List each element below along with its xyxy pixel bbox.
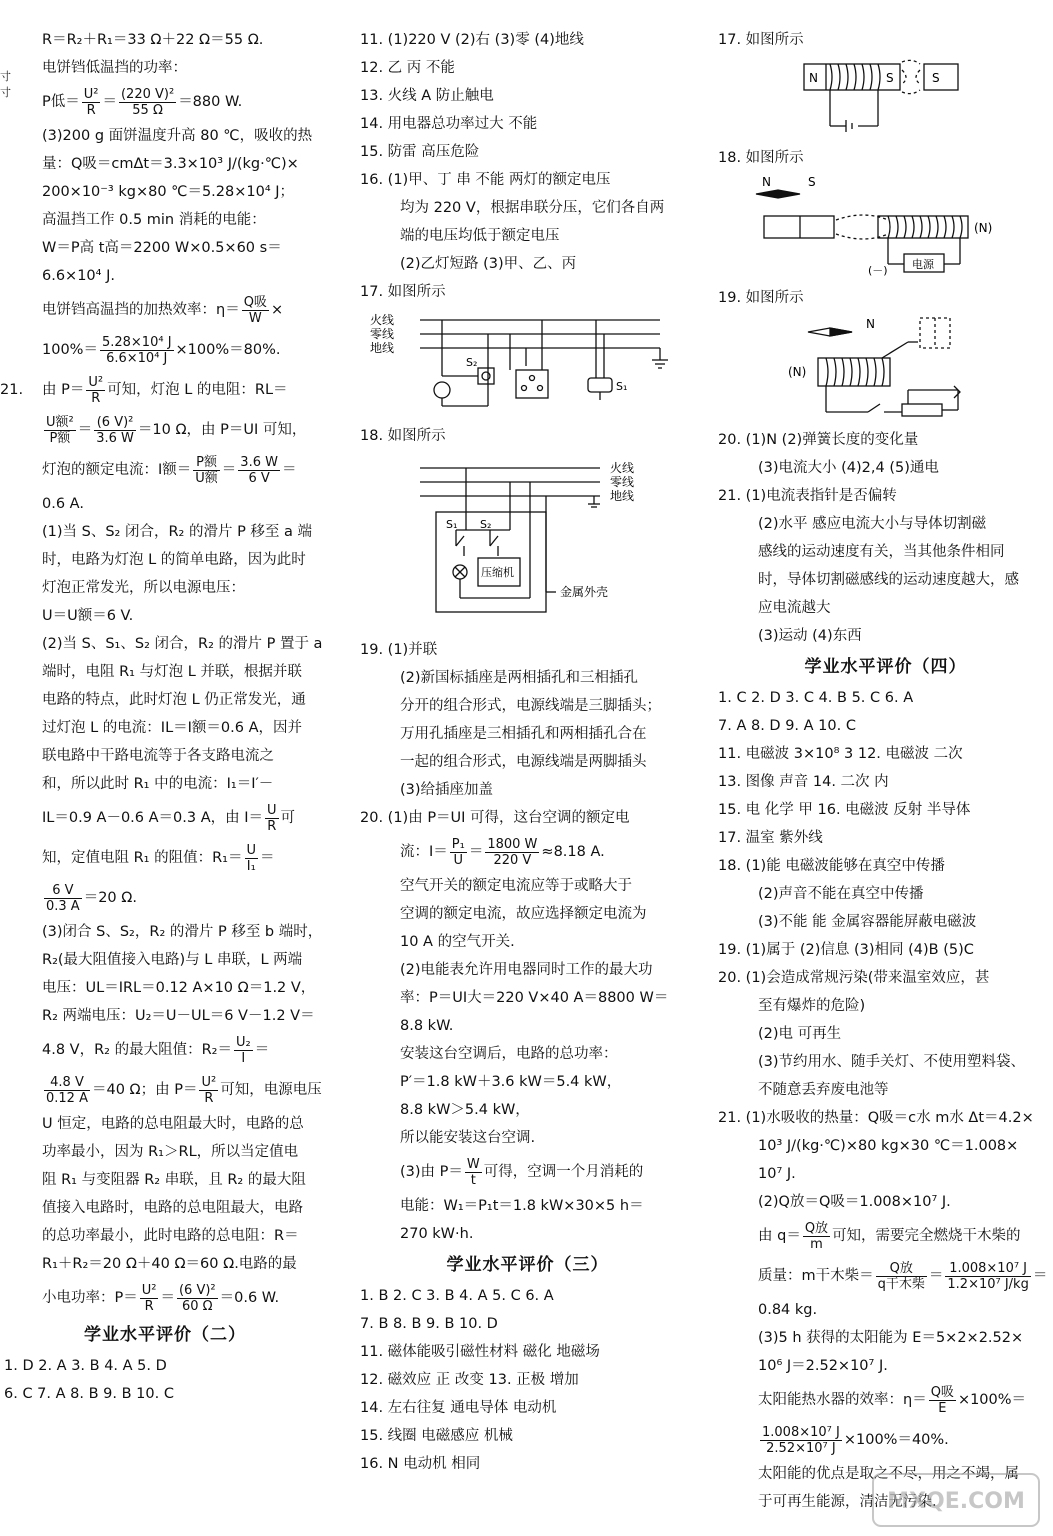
text-line: 端时，电阻 R₁ 与灯泡 L 并联，根据并联 <box>42 664 302 680</box>
text-line: 18. 如图所示 <box>718 150 804 166</box>
fraction <box>234 1035 253 1066</box>
text-line: (2)电能表允许用电器同时工作的最大功 <box>400 962 653 978</box>
numerator: P₁ <box>451 836 465 852</box>
fraction <box>245 843 259 874</box>
answer-line: 11. 电磁波 3×10⁸ 3 12. 电磁波 二次 <box>718 746 963 762</box>
text-line: 20. (1)N (2)弹簧长度的变化量 <box>718 432 919 448</box>
text-line: 11. (1)220 V (2)右 (3)零 (4)地线 <box>360 32 584 48</box>
numerator: Q放 <box>804 1220 829 1236</box>
denominator: 2.52×10⁷ J <box>766 1440 836 1456</box>
formula-text: × <box>270 302 284 318</box>
answer-line: 于可再生能源，清洁无污染. <box>758 1494 937 1510</box>
column-left <box>0 26 330 1408</box>
text-line: 时，导体切割磁感线的运动速度越大，感 <box>758 572 1019 588</box>
numerator: U² <box>88 374 104 390</box>
text-line: 值接入电路时，电路的总电阻最大，电路 <box>42 1200 303 1216</box>
formula-line <box>0 1070 330 1110</box>
formula-text: 由 q＝ <box>758 1228 801 1244</box>
formula-text: ＝40 Ω；由 P＝ <box>91 1082 198 1098</box>
text-line: 一起的组合形式，电源线端是两脚插头 <box>400 754 647 770</box>
formula-text: 可 <box>280 810 296 826</box>
fraction <box>193 455 220 486</box>
text-line: 空气开关的额定电流应等于或略大于 <box>400 878 632 894</box>
denominator: 6.6×10⁴ J <box>106 350 168 366</box>
margin-mark: 寸 <box>0 86 11 99</box>
formula-line <box>0 838 330 878</box>
text-line: 0.6 A. <box>42 496 84 512</box>
formula-text: 知，定值电阻 R₁ 的阻值：R₁＝ <box>42 850 243 866</box>
numerator: 6 V <box>44 883 82 899</box>
denominator: 3.6 W <box>96 430 134 446</box>
question-number: 21. <box>0 382 24 398</box>
text-line: 应电流越大 <box>758 600 831 616</box>
numerator: 1.008×10⁷ J <box>945 1261 1030 1277</box>
formula-line <box>0 290 330 330</box>
denominator: 55 Ω <box>132 102 163 118</box>
label-s: S <box>808 175 816 189</box>
label-compressor: 压缩机 <box>481 566 514 579</box>
fraction <box>465 1157 482 1188</box>
numerator: U额² <box>46 414 74 430</box>
fraction <box>876 1261 927 1292</box>
answer-line: 10³ J/(kg·℃)×80 kg×30 ℃＝1.008× <box>758 1138 1019 1154</box>
label-n: N <box>762 175 771 189</box>
text-line: (2)当 S、S₁、S₂ 闭合，R₂ 的滑片 P 置于 a <box>42 636 323 652</box>
answer-line: 13. 图像 声音 14. 二次 内 <box>718 774 889 790</box>
text-line: 电能：W₁＝P₁t＝1.8 kW×30×5 h＝ <box>400 1198 644 1214</box>
fraction <box>485 837 539 868</box>
formula-text: ＝ <box>928 1268 944 1284</box>
fraction <box>265 803 279 834</box>
text-line: U＝U额＝6 V. <box>42 608 134 624</box>
answer-line: (3)不能 能 金属容器能屏蔽电磁波 <box>758 914 977 930</box>
text-line: 8.8 kW. <box>400 1018 454 1034</box>
text-line: 电饼铛低温挡的功率： <box>42 60 187 76</box>
fraction <box>238 455 280 486</box>
text-line: (1)当 S、S₂ 闭合，R₂ 的滑片 P 移至 a 端 <box>42 524 313 540</box>
text-line: 量：Q吸＝cmΔt＝3.3×10³ J/(kg·℃)× <box>42 156 299 172</box>
formula-text: ＝ <box>221 462 237 478</box>
denominator: I₁ <box>246 858 256 874</box>
denominator: 6 V <box>248 470 270 486</box>
label-power-source: 电源 <box>912 258 934 271</box>
text-line: 15. 防雷 高压危险 <box>360 144 480 160</box>
answer-line: (2)声音不能在真空中传播 <box>758 886 924 902</box>
text-line: (3)闭合 S、S₂，R₂ 的滑片 P 移至 b 端时， <box>42 924 323 940</box>
section-heading: 学业水平评价（三） <box>446 1255 609 1275</box>
denominator: 0.12 A <box>46 1090 88 1106</box>
numerator: Q放 <box>876 1261 927 1277</box>
text-line: (2)水平 感应电流大小与导体切割磁 <box>758 516 987 532</box>
fraction <box>177 1283 218 1314</box>
formula-text: ＝ <box>102 94 117 110</box>
formula-text: ×100%＝40%. <box>843 1432 949 1448</box>
answer-line: 20. (1)会造成常规污染(带来温室效应，甚 <box>718 970 990 986</box>
answer-line: 15. 线圈 电磁感应 机械 <box>360 1428 513 1444</box>
text-line: 安装这台空调后，电路的总功率： <box>400 1046 618 1062</box>
numerator: U² <box>141 1282 157 1298</box>
denominator: R <box>204 1090 214 1106</box>
fraction <box>760 1425 842 1456</box>
watermark-logo <box>871 1472 1041 1528</box>
numerator: U² <box>83 86 99 102</box>
answer-line: 15. 电 化学 甲 16. 电磁波 反射 半导体 <box>718 802 971 818</box>
text-line: R₂(最大阻值接入电路)与 L 串联，L 两端 <box>42 952 303 968</box>
formula-text: 可知，需要完全燃烧干木柴的 <box>832 1228 1021 1244</box>
text-line: (2)新国标插座是两相插孔和三相插孔 <box>400 670 639 686</box>
text-line: 18. 如图所示 <box>360 428 446 444</box>
label-neutral-wire: 零线 <box>610 475 635 489</box>
answer-line: (3)节约用水、随手关灯、不使用塑料袋、 <box>758 1054 1026 1070</box>
denominator: P额 <box>49 430 71 446</box>
fraction <box>450 837 467 868</box>
answer-line: 19. (1)属于 (2)信息 (3)相同 (4)B (5)C <box>718 942 974 958</box>
label-n-paren: (N) <box>788 365 807 379</box>
denominator: R <box>86 102 96 118</box>
text-line: 万用孔插座是三相插孔和两相插孔合在 <box>400 726 647 742</box>
formula-text: 质量：m干木柴＝ <box>758 1268 874 1284</box>
formula-text: ≈8.18 A. <box>541 844 605 860</box>
formula-text: (3)由 P＝ <box>400 1164 463 1180</box>
formula-line <box>0 82 330 122</box>
text-line: 功率最小，因为 R₁＞RL，所以当定值电 <box>42 1144 299 1160</box>
text-line: 阻 R₁ 与变阻器 R₂ 串联，且 R₂ 的最大阻 <box>42 1172 306 1188</box>
answer-line: 14. 左右往复 通电导体 电动机 <box>360 1400 557 1416</box>
text-line: 10 A 的空气开关. <box>400 934 515 950</box>
watermark-text: MXQE.COM <box>887 1489 1025 1514</box>
denominator: U <box>453 852 464 868</box>
formula-line <box>0 1030 330 1070</box>
answer-line: 1. D 2. A 3. B 4. A 5. D <box>4 1358 167 1374</box>
numerator: (220 V)² <box>120 86 175 102</box>
formula-line <box>0 330 330 370</box>
text-line: 21. (1)电流表指针是否偏转 <box>718 488 897 504</box>
denominator: W <box>248 310 262 326</box>
answer-line: 11. 磁体能吸引磁性材料 磁化 地磁场 <box>360 1344 600 1360</box>
text-line: (3)200 g 面饼温度升高 80 ℃，吸收的热 <box>42 128 313 144</box>
formula-text: ＝ <box>160 1290 175 1306</box>
text-line: 联电路中干路电流等于各支路电流之 <box>42 748 274 764</box>
label-ground-wire: 地线 <box>610 489 635 503</box>
numerator: 3.6 W <box>240 454 278 470</box>
text-line: 空调的额定电流，故应选择额定电流为 <box>400 906 647 922</box>
denominator: 220 V <box>493 852 532 868</box>
numerator: Q吸 <box>243 294 267 310</box>
formula-text: ＝ <box>281 462 297 478</box>
column-middle <box>360 26 695 1478</box>
text-line: 16. (1)甲、丁 串 不能 两灯的额定电压 <box>360 172 611 188</box>
text-line: 17. 如图所示 <box>718 32 804 48</box>
text-line: R₁＋R₂＝20 Ω＋40 Ω＝60 Ω.电路的最 <box>42 1256 297 1272</box>
formula-line <box>0 370 330 410</box>
denominator: R <box>91 390 101 406</box>
household-circuit-diagram-17 <box>360 308 690 418</box>
text-line: 200×10⁻³ kg×80 ℃＝5.28×10⁴ J； <box>42 184 295 200</box>
text-line: 270 kW·h. <box>400 1226 474 1242</box>
text-line: (2)乙灯短路 (3)甲、乙、丙 <box>400 256 577 272</box>
numerator: U₂ <box>235 1034 251 1050</box>
formula-line <box>0 410 330 450</box>
formula-line <box>0 878 330 918</box>
formula-text: ＝ <box>260 850 275 866</box>
text-line: 端的电压均低于额定电压 <box>400 228 560 244</box>
text-line: 电路的特点，此时灯泡 L 仍正常发光，通 <box>42 692 306 708</box>
denominator: I <box>241 1050 246 1066</box>
fraction <box>140 1283 159 1314</box>
text-line: 时，电路为灯泡 L 的简单电路，因为此时 <box>42 552 306 568</box>
text-line: 过灯泡 L 的电流：IL＝I额＝0.6 A，因并 <box>42 720 303 736</box>
denominator: t <box>470 1172 476 1188</box>
formula-text: ＝ <box>77 422 93 438</box>
numerator: U² <box>201 1074 217 1090</box>
text-line: 电压：UL＝IRL＝0.12 A×10 Ω＝1.2 V， <box>42 980 316 996</box>
answer-line: 至有爆炸的危险) <box>758 998 866 1014</box>
answer-line: 18. (1)能 电磁波能够在真空中传播 <box>718 858 945 874</box>
answer-line: 17. 温室 紫外线 <box>718 830 823 846</box>
formula-text: ×100%＝80%. <box>175 342 281 358</box>
answer-line: 10⁷ J. <box>758 1166 796 1182</box>
denominator: R <box>267 818 277 834</box>
numerator: U <box>267 802 277 818</box>
electromagnet-switch-diagram-19 <box>718 314 1048 422</box>
formula-line <box>718 1216 1053 1256</box>
formula-text: 可得，空调一个月消耗的 <box>483 1164 644 1180</box>
fraction <box>929 1385 956 1416</box>
label-switch-s2: S₂ <box>480 518 492 531</box>
margin-mark: 寸 <box>0 70 11 83</box>
answer-line: 7. A 8. D 9. A 10. C <box>718 718 856 734</box>
text-line: 19. 如图所示 <box>718 290 804 306</box>
answer-line: (2)Q放＝Q吸＝1.008×10⁷ J. <box>758 1194 951 1210</box>
fraction <box>94 415 136 446</box>
text-line: R₂ 两端电压：U₂＝U－UL＝6 V－1.2 V＝ <box>42 1008 315 1024</box>
formula-text: ×100%＝ <box>957 1392 1027 1408</box>
answer-line: 21. (1)水吸收的热量：Q吸＝c水 m水 Δt＝4.2× <box>718 1110 1034 1126</box>
formula-line <box>718 1420 1053 1460</box>
formula-text: ＝ <box>254 1042 270 1058</box>
label-switch-s1: S₁ <box>446 518 458 531</box>
formula-text: ＝20 Ω. <box>83 890 137 906</box>
formula-text: IL＝0.9 A－0.6 A＝0.3 A，由 I＝ <box>42 810 264 826</box>
text-line: 17. 如图所示 <box>360 284 446 300</box>
formula-text: 太阳能热水器的效率：η＝ <box>758 1392 927 1408</box>
text-line: 率：P＝UI大＝220 V×40 A＝8800 W＝ <box>400 990 669 1006</box>
answer-line: 10⁶ J＝2.52×10⁷ J. <box>758 1358 888 1374</box>
text-line: P′＝1.8 kW＋3.6 kW＝5.4 kW， <box>400 1074 622 1090</box>
denominator: R <box>144 1298 154 1314</box>
denominator: q干木柴 <box>877 1276 925 1292</box>
text-line: 13. 火线 A 防止触电 <box>360 88 494 104</box>
formula-text: 可知，灯泡 L 的电阻：RL＝ <box>107 382 288 398</box>
formula-text: P低＝ <box>42 94 80 110</box>
fraction <box>199 1075 218 1106</box>
formula-text: 流：I＝ <box>400 844 448 860</box>
text-line: (3)电流大小 (4)2,4 (5)通电 <box>758 460 939 476</box>
numerator: U <box>246 842 257 858</box>
answer-line: 0.84 kg. <box>758 1302 818 1318</box>
formula-line <box>360 832 695 872</box>
numerator: Q吸 <box>930 1384 954 1400</box>
text-line: 感线的运动速度有关，当其他条件相同 <box>758 544 1005 560</box>
text-line: W＝P高 t高＝2200 W×0.5×60 s＝ <box>42 240 282 256</box>
formula-line <box>0 450 330 490</box>
formula-text: ＝ <box>1032 1268 1048 1284</box>
label-metal-shell: 金属外壳 <box>560 585 609 599</box>
text-line: 的总功率最小，此时电路的总电阻：R＝ <box>42 1228 299 1244</box>
formula-text: 100%＝ <box>42 342 98 358</box>
text-line: 分开的组合形式，电源线端是三脚插头； <box>400 698 661 714</box>
numerator: W <box>466 1156 480 1172</box>
fraction <box>242 295 269 326</box>
text-line: 12. 乙 丙 不能 <box>360 60 455 76</box>
numerator: 4.8 V <box>44 1075 90 1091</box>
text-line: 所以能安装这台空调. <box>400 1130 536 1146</box>
section-heading: 学业水平评价（四） <box>804 657 967 677</box>
denominator: 0.3 A <box>46 898 80 914</box>
column-right <box>718 26 1053 1516</box>
formula-text: ＝10 Ω，由 P＝UI 可知， <box>137 422 307 438</box>
label-s-pole-magnet: S <box>932 71 940 85</box>
label-s-pole: S <box>886 71 894 85</box>
numerator: 1800 W <box>487 836 538 852</box>
numerator: 1.008×10⁷ J <box>762 1424 840 1440</box>
formula-line <box>718 1256 1053 1296</box>
denominator: E <box>938 1400 947 1416</box>
formula-line <box>360 1152 695 1192</box>
fraction <box>44 883 82 914</box>
answer-line: 16. N 电动机 相同 <box>360 1456 481 1472</box>
answer-line: 不随意丢弃废电池等 <box>758 1082 889 1098</box>
fraction <box>82 87 101 118</box>
answer-line: (2)电 可再生 <box>758 1026 842 1042</box>
label-minus: (－) <box>868 264 888 277</box>
text-line: (3)给插座加盖 <box>400 782 494 798</box>
formula-text: 由 P＝ <box>42 382 85 398</box>
formula-text: 4.8 V，R₂ 的最大阻值：R₂＝ <box>42 1042 232 1058</box>
text-line: 高温挡工作 0.5 min 消耗的电能： <box>42 212 266 228</box>
label-fire-wire: 火线 <box>610 461 635 475</box>
text-line: R＝R₂＋R₁＝33 Ω＋22 Ω＝55 Ω. <box>42 32 264 48</box>
text-line: U 恒定，电路的总电阻最大时，电路的总 <box>42 1116 304 1132</box>
denominator: m <box>810 1236 823 1252</box>
label-switch-s1: S₁ <box>616 380 628 393</box>
text-line: 6.6×10⁴ J. <box>42 268 115 284</box>
text-line: 均为 220 V，根据串联分压，它们各自两 <box>400 200 665 216</box>
answer-line: 1. B 2. C 3. B 4. A 5. C 6. A <box>360 1288 554 1304</box>
formula-text: ＝880 W. <box>178 94 243 110</box>
formula-line <box>0 1278 330 1318</box>
text-line: 20. (1)由 P＝UI 可得，这台空调的额定电 <box>360 810 630 826</box>
formula-text: ＝ <box>468 844 484 860</box>
fraction <box>44 1075 90 1106</box>
answer-line: 6. C 7. A 8. B 9. B 10. C <box>4 1386 174 1402</box>
numerator: P额 <box>193 455 220 471</box>
fraction <box>86 375 105 406</box>
text-line: 灯泡正常发光，所以电源电压： <box>42 580 245 596</box>
text-line: 19. (1)并联 <box>360 642 438 658</box>
formula-line <box>718 1380 1053 1420</box>
formula-text: 小电功率：P＝ <box>42 1290 138 1306</box>
denominator: 1.2×10⁷ J/kg <box>947 1276 1029 1292</box>
formula-text: 电饼铛高温挡的加热效率：η＝ <box>42 302 240 318</box>
numerator: (6 V)² <box>94 415 136 431</box>
answer-line: 7. B 8. B 9. B 10. D <box>360 1316 498 1332</box>
label-neutral-wire: 零线 <box>370 327 395 341</box>
answer-line: 12. 磁效应 正 改变 13. 正极 增加 <box>360 1372 579 1388</box>
label-n-pole: N <box>809 71 818 85</box>
refrigerator-circuit-diagram-18 <box>360 452 690 632</box>
formula-text: 可知，电源电压 <box>220 1082 322 1098</box>
denominator: 60 Ω <box>182 1298 213 1314</box>
answer-line: 太阳能的优点是取之不尽，用之不竭，属 <box>758 1466 1019 1482</box>
solenoid-compass-diagram-18 <box>718 174 1048 280</box>
formula-text: ＝0.6 W. <box>219 1290 280 1306</box>
label-switch-s2: S₂ <box>466 356 478 369</box>
fraction <box>44 415 76 446</box>
numerator: (6 V)² <box>178 1282 216 1298</box>
label-n: N <box>866 317 875 331</box>
formula-text: 灯泡的额定电流：I额＝ <box>42 462 192 478</box>
answer-line: (3)5 h 获得的太阳能为 E＝5×2×2.52× <box>758 1330 1024 1346</box>
text-line: 和，所以此时 R₁ 中的电流：I₁＝I′－ <box>42 776 274 792</box>
fraction <box>119 87 176 118</box>
text-line: (3)运动 (4)东西 <box>758 628 862 644</box>
label-fire-wire: 火线 <box>370 313 395 327</box>
fraction <box>945 1261 1030 1292</box>
answer-line: 1. C 2. D 3. C 4. B 5. C 6. A <box>718 690 914 706</box>
electromagnet-diagram-17 <box>718 56 1048 140</box>
section-heading: 学业水平评价（二） <box>84 1325 246 1345</box>
numerator: 5.28×10⁴ J <box>101 334 172 350</box>
formula-line <box>0 798 330 838</box>
denominator: U额 <box>195 470 218 486</box>
text-line: 14. 用电器总功率过大 不能 <box>360 116 538 132</box>
fraction <box>100 335 174 366</box>
label-n-paren: (N) <box>974 221 993 235</box>
text-line: 8.8 kW＞5.4 kW， <box>400 1102 530 1118</box>
label-ground-wire: 地线 <box>370 341 395 355</box>
fraction <box>803 1221 830 1252</box>
